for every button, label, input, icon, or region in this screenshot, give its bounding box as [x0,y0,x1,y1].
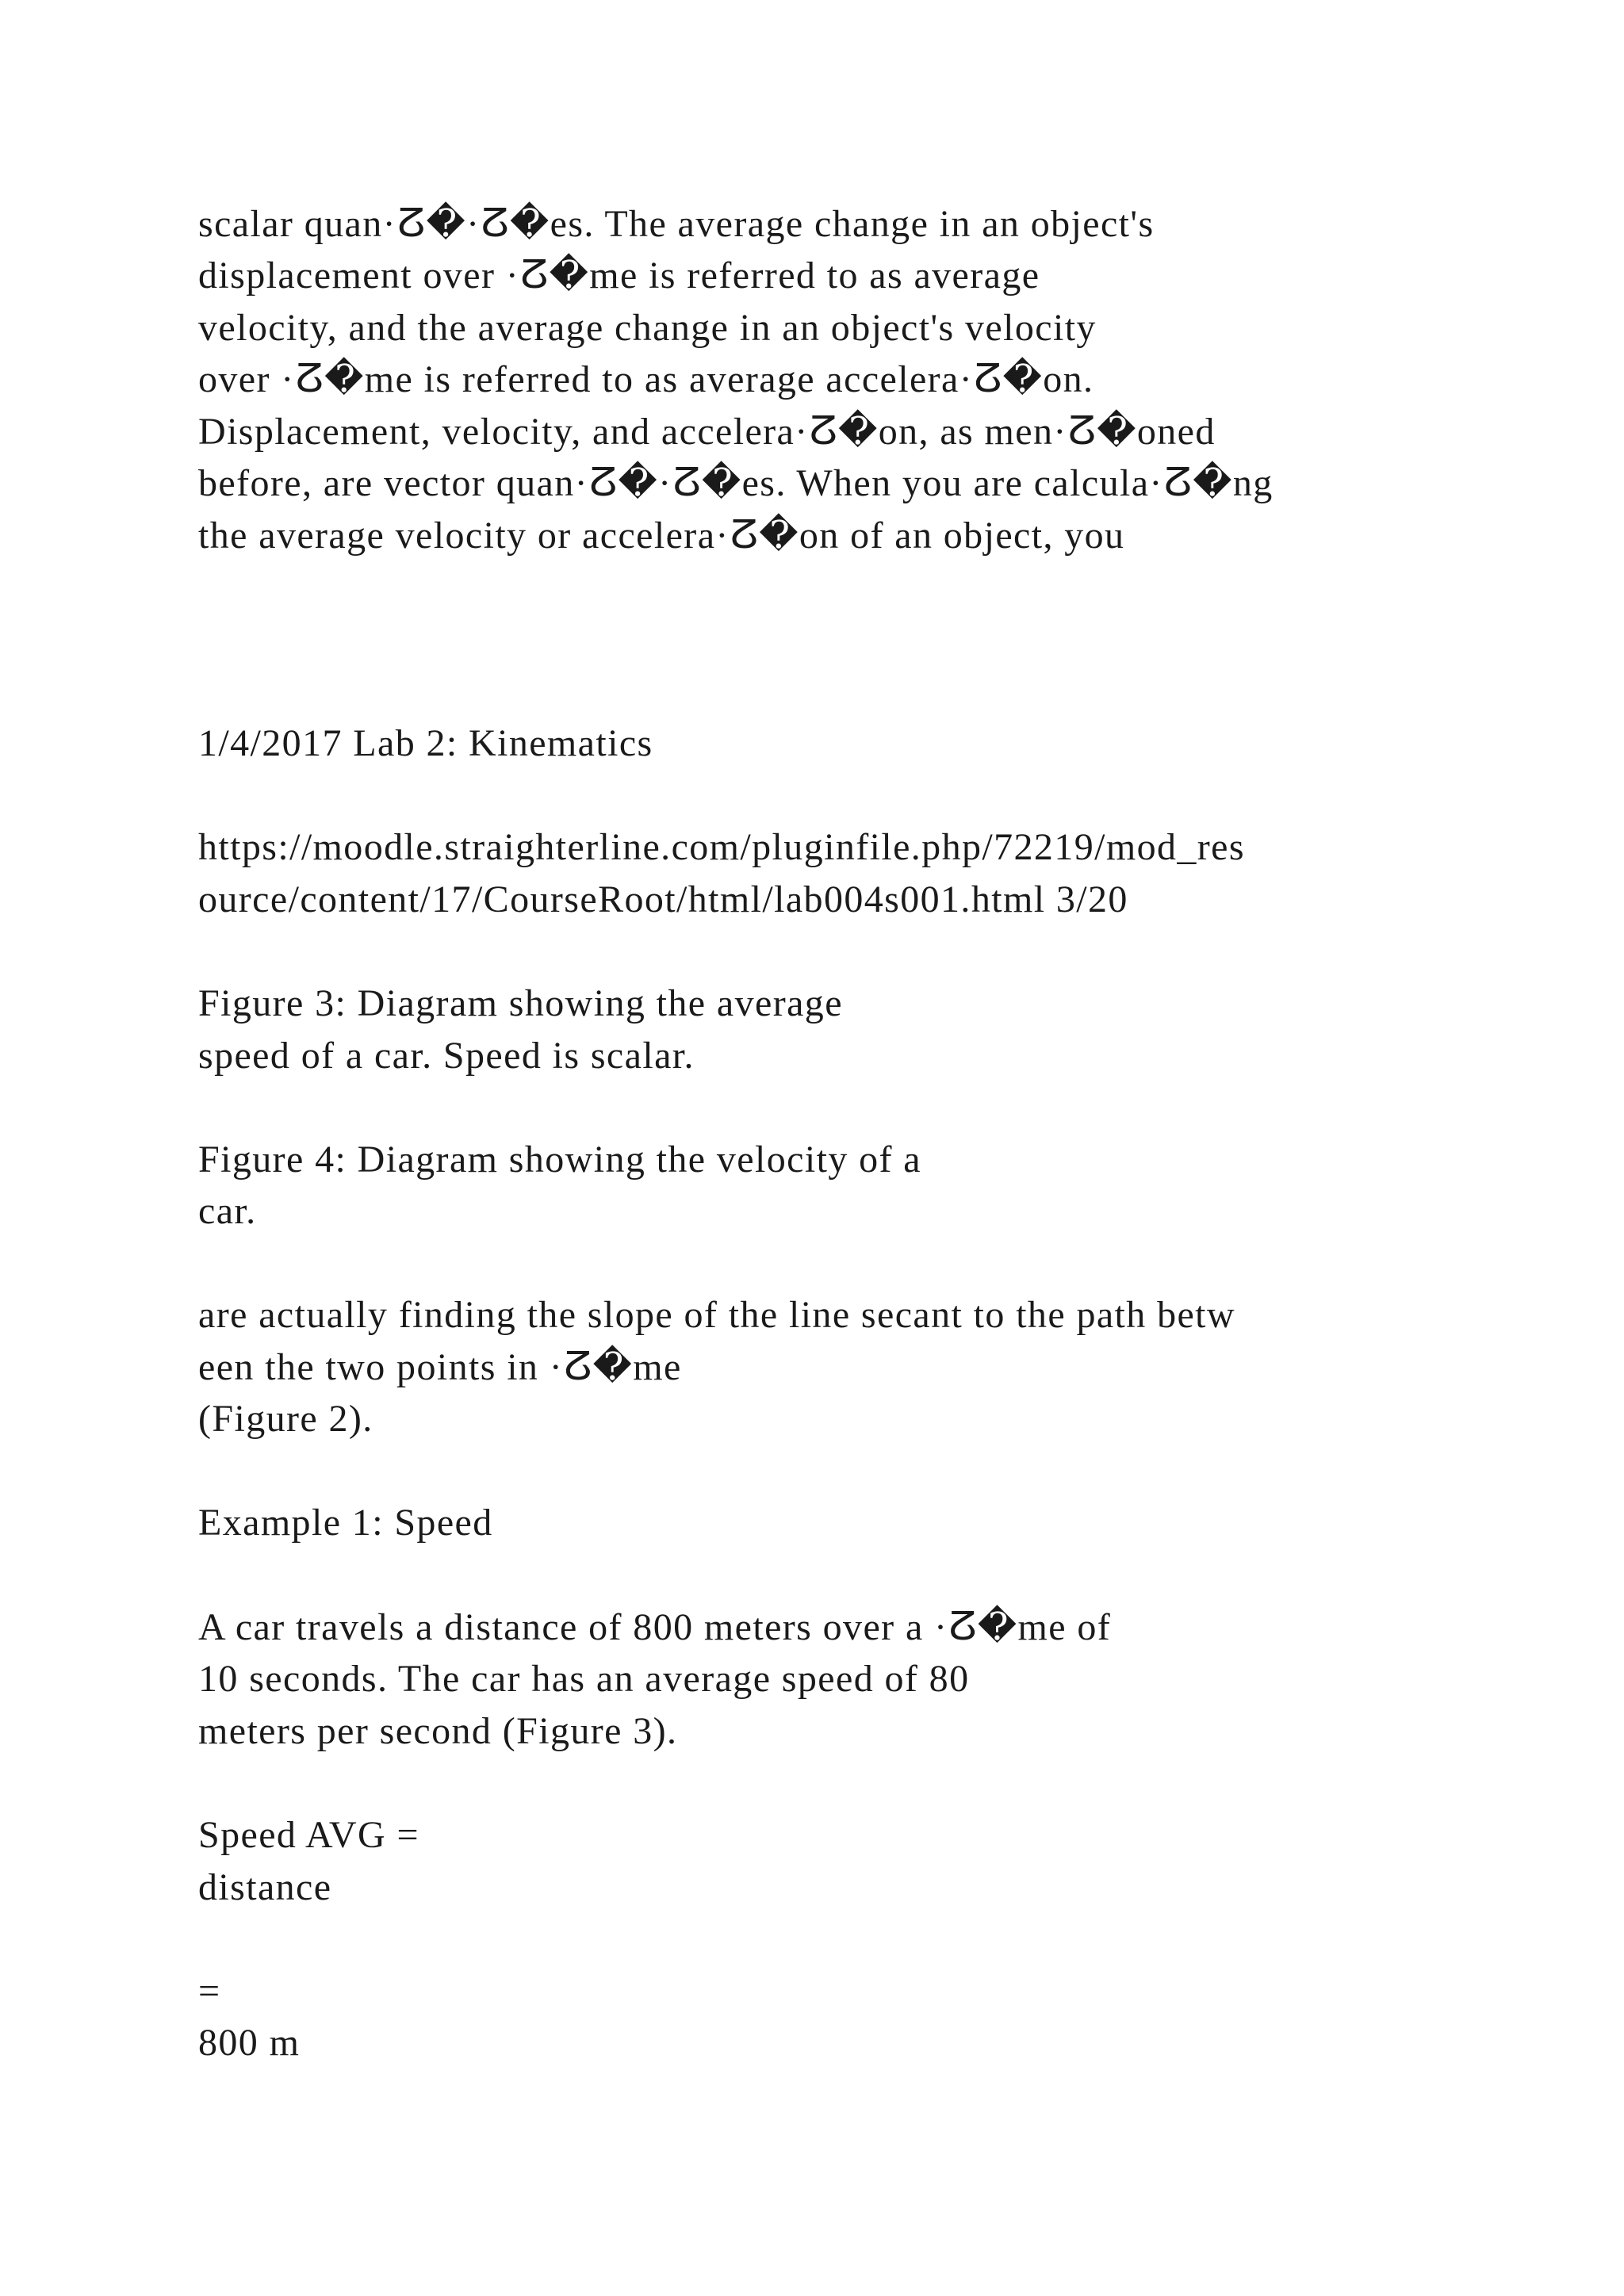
paragraph-line: the average velocity or accelera·ⵒ�on of an object, you [198,515,1125,557]
page-header-line: 1/4/2017 Lab 2: Kinematics [198,722,653,764]
paragraph-line: scalar quan·ⵒ�·ⵒ�es. The average change in an object's [198,203,1155,245]
example-heading: Example 1: Speed [198,1502,493,1544]
figure-3-caption: speed of a car. Speed is scalar. [198,1035,695,1077]
source-url-line: ource/content/17/CourseRoot/html/lab004s001.html 3/20 [198,878,1128,920]
paragraph-line: before, are vector quan·ⵒ�·ⵒ�es. When you are calcula·ⵒ�ng [198,462,1274,504]
figure-4-caption: Figure 4: Diagram showing the velocity of a [198,1138,922,1181]
paragraph-line: are actually finding the slope of the line secant to the path betw [198,1294,1235,1336]
paragraph-line: displacement over ·ⵒ�me is referred to as average [198,254,1040,297]
formula-value: 800 m [198,2022,301,2064]
paragraph-line: over ·ⵒ�me is referred to as average accelera·ⵒ�on. [198,358,1094,400]
formula-equals: = [198,1970,221,2012]
example-body-line: meters per second (Figure 3). [198,1710,678,1752]
source-url-line: https://moodle.straighterline.com/pluginfile.php/72219/mod_res [198,826,1245,868]
paragraph-line: Displacement, velocity, and accelera·ⵒ�on, as men·ⵒ�oned [198,411,1216,453]
example-body-line: A car travels a distance of 800 meters over a ·ⵒ�me of [198,1606,1112,1648]
paragraph-line: (Figure 2). [198,1398,373,1440]
example-body-line: 10 seconds. The car has an average speed of 80 [198,1658,970,1700]
paragraph-line: een the two points in ·ⵒ�me [198,1346,682,1388]
paragraph-line: velocity, and the average change in an object's velocity [198,307,1097,349]
formula-lhs: Speed AVG = [198,1814,419,1856]
formula-numerator: distance [198,1866,332,1908]
figure-4-caption: car. [198,1190,257,1232]
figure-3-caption: Figure 3: Diagram showing the average [198,982,843,1024]
